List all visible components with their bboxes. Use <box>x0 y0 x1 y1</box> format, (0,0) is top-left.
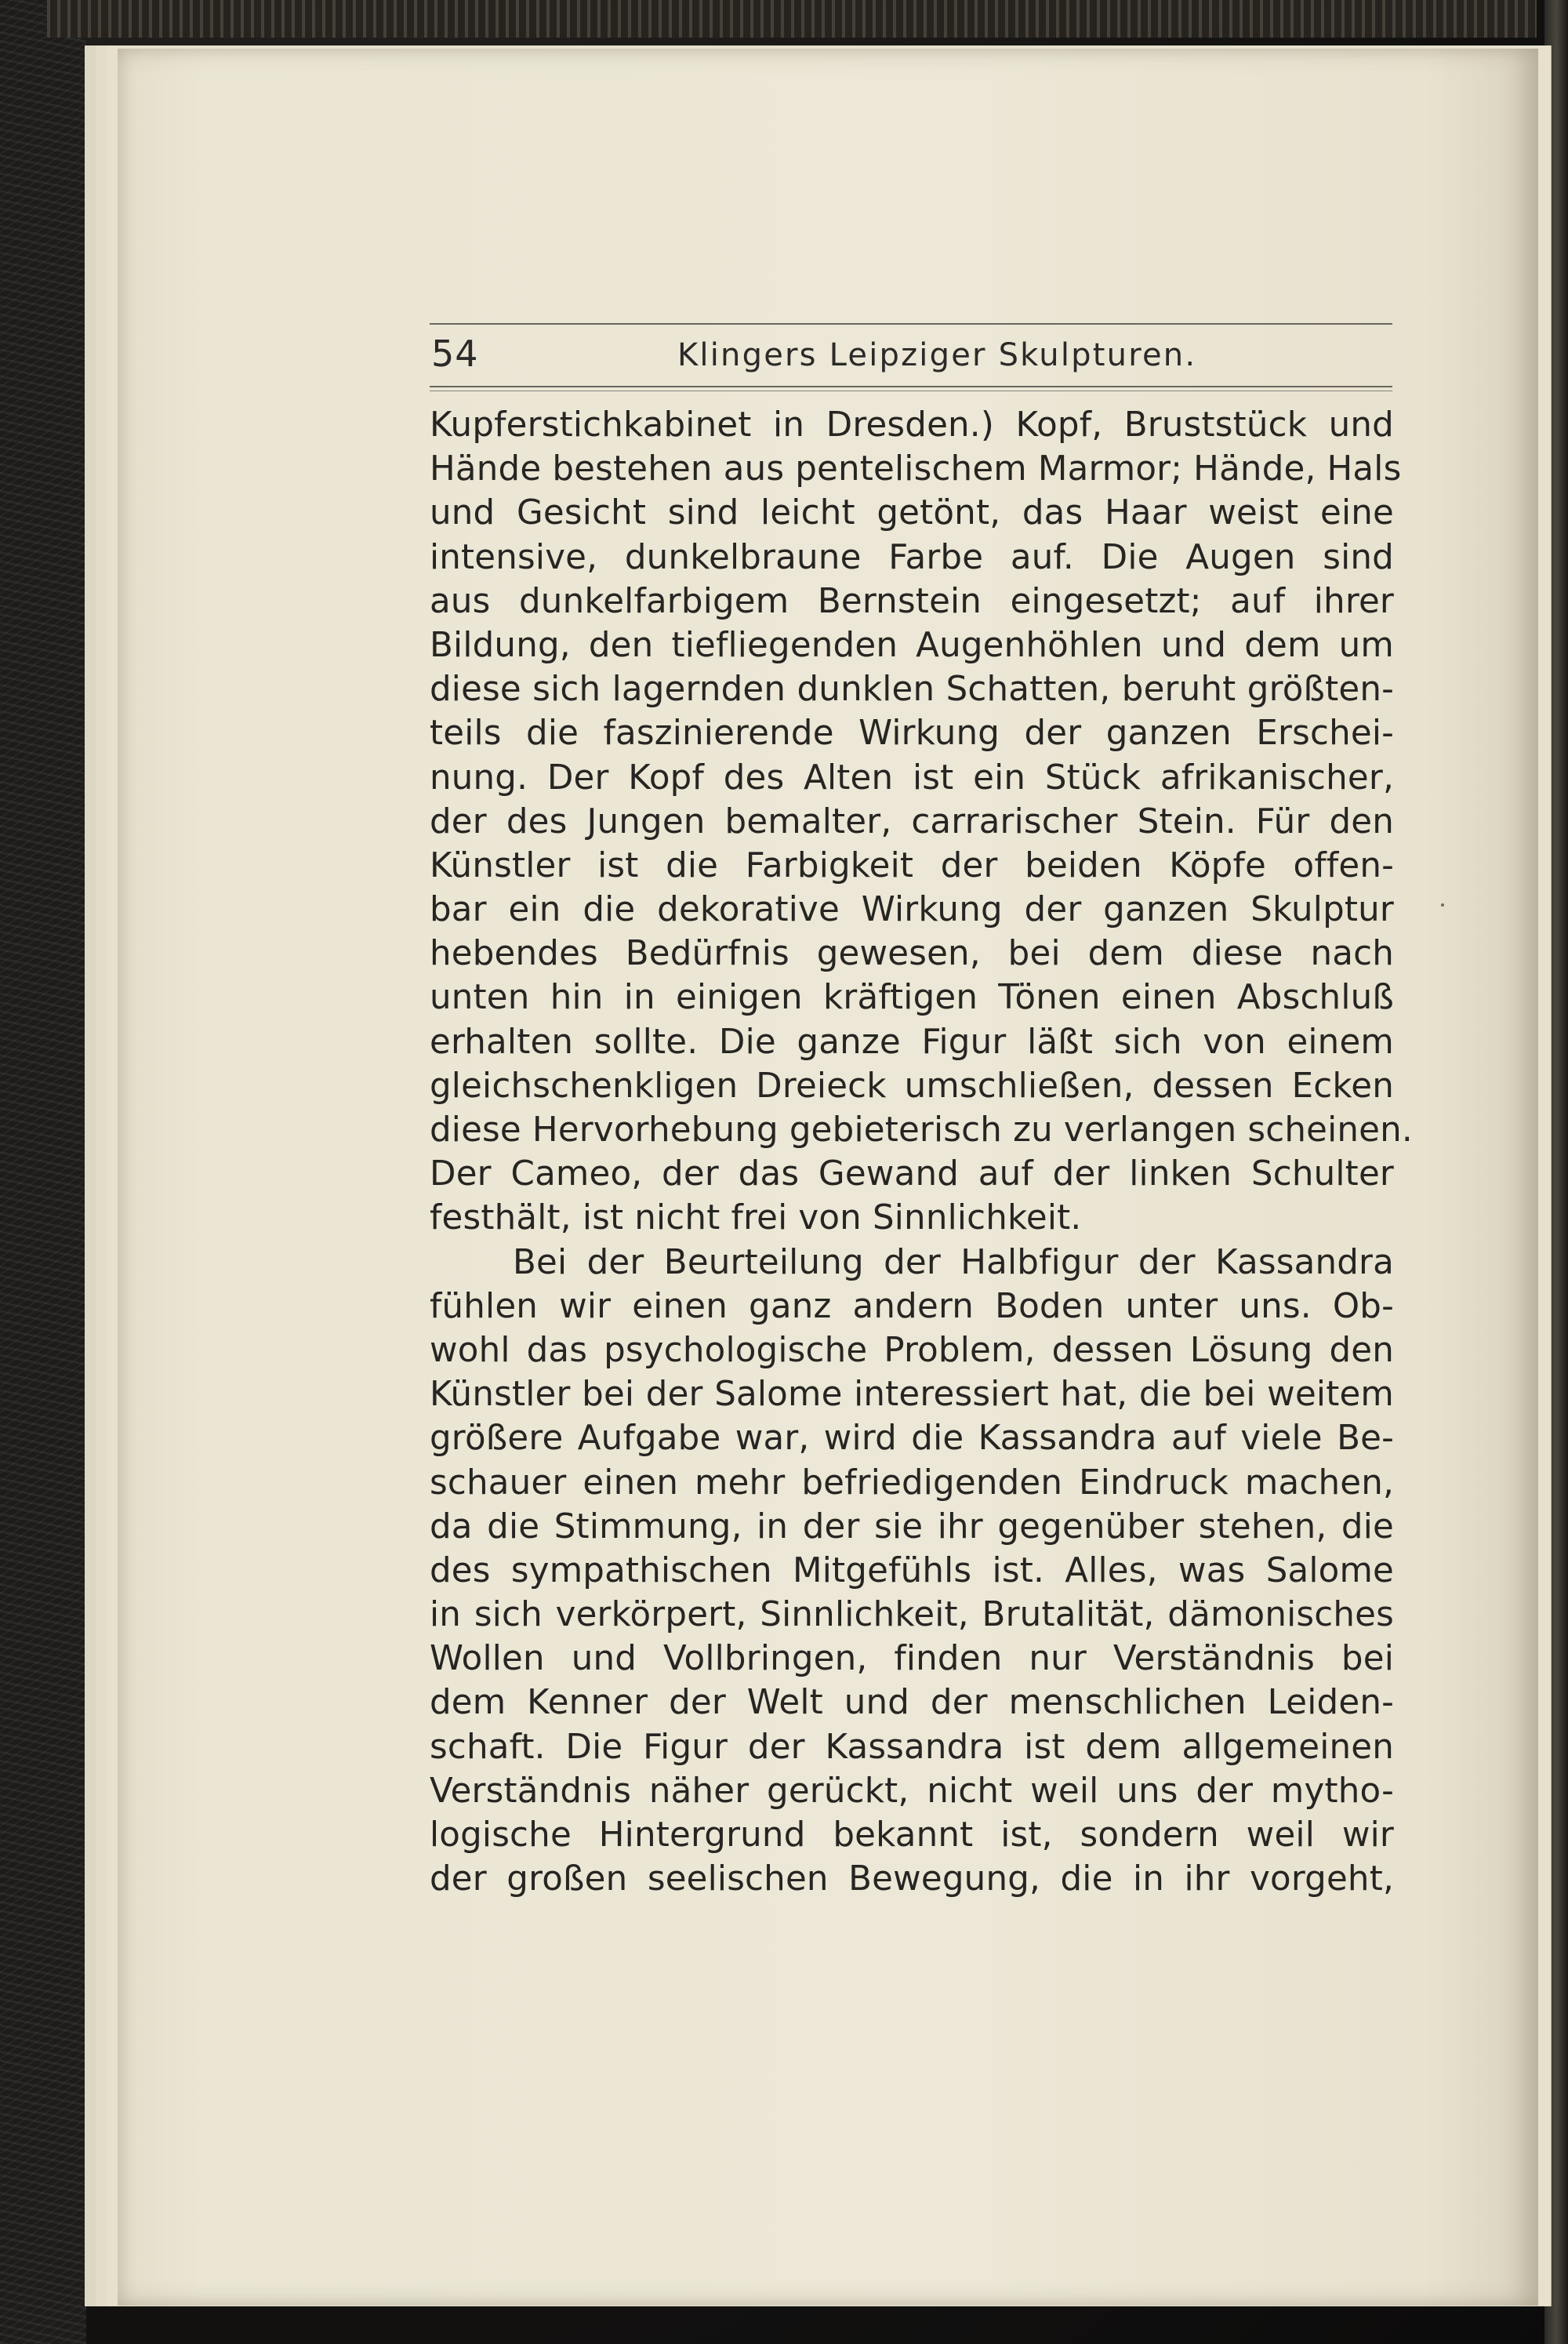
text-line: fühlen wir einen ganz andern Boden unter uns. Ob- <box>430 1286 1394 1326</box>
text-line: Bei der Beurteilung der Halbfigur der Kassandra <box>513 1242 1394 1282</box>
text-line: intensive, dunkelbraune Farbe auf. Die Augen sind <box>430 537 1394 577</box>
text-line: unten hin in einigen kräftigen Tönen einen Abschluß <box>430 978 1394 1018</box>
text-line: Hände bestehen aus pentelischem Marmor; Hände, Hals <box>430 449 1402 489</box>
text-line: da die Stimmung, in der sie ihr gegenüber stehen, die <box>430 1506 1394 1546</box>
text-line: schaft. Die Figur der Kassandra ist dem allgemeinen <box>430 1727 1394 1767</box>
text-line: größere Aufgabe war, wird die Kassandra auf viele Be- <box>430 1419 1394 1459</box>
text-line: dem Kenner der Welt und der menschlichen Leiden- <box>430 1683 1394 1723</box>
text-line: diese Hervorhebung gebieterisch zu verlangen scheinen. <box>430 1110 1413 1150</box>
book-top-edge <box>47 0 1537 38</box>
text-line: des sympathischen Mitgefühls ist. Alles, was Salome <box>430 1550 1394 1590</box>
text-line: nung. Der Kopf des Alten ist ein Stück afrikanischer, <box>430 758 1394 798</box>
text-line: Der Cameo, der das Gewand auf der linken Schulter <box>430 1154 1394 1194</box>
text-line: Verständnis näher gerückt, nicht weil uns der mytho- <box>430 1771 1394 1811</box>
text-line: Künstler ist die Farbigkeit der beiden Köpfe offen- <box>430 845 1394 885</box>
running-title: Klingers Leipziger Skulpturen. <box>677 337 1197 373</box>
body-text <box>430 403 1413 1901</box>
text-line: hebendes Bedürfnis gewesen, bei dem diese nach <box>430 934 1394 974</box>
text-line: diese sich lagernden dunklen Schatten, beruht größten- <box>430 670 1394 710</box>
text-line: wohl das psychologische Problem, dessen Lösung den <box>430 1330 1394 1370</box>
text-line: Kupferstichkabinet in Dresden.) Kopf, Bruststück und <box>430 405 1394 445</box>
header-rule <box>430 386 1392 387</box>
text-line: Bildung, den tiefliegenden Augenhöhlen und dem um <box>430 625 1394 665</box>
text-line: schauer einen mehr befriedigenden Eindruck machen, <box>430 1463 1394 1503</box>
text-line: erhalten sollte. Die ganze Figur läßt sich von einem <box>430 1022 1394 1062</box>
text-line: der großen seelischen Bewegung, die in ihr vorgeht, <box>430 1859 1394 1899</box>
text-line: Wollen und Vollbringen, finden nur Verständnis bei <box>430 1639 1394 1679</box>
text-line: und Gesicht sind leicht getönt, das Haar weist eine <box>430 493 1394 533</box>
text-line: aus dunkelfarbigem Bernstein eingesetzt; auf ihrer <box>430 581 1394 621</box>
text-line: der des Jungen bemalter, carrarischer Stein. Für den <box>430 801 1394 841</box>
book-binding <box>0 0 86 2344</box>
text-line: gleichschenkligen Dreieck umschließen, dessen Ecken <box>430 1066 1394 1106</box>
text-line: Künstler bei der Salome interessiert hat, die bei weitem <box>430 1375 1394 1415</box>
text-line: in sich verkörpert, Sinnlichkeit, Brutalität, dämonisches <box>430 1595 1394 1635</box>
text-line: bar ein die dekorative Wirkung der ganzen Skulptur <box>430 890 1394 930</box>
text-line: teils die faszinierende Wirkung der ganzen Erschei- <box>430 714 1394 754</box>
paper-speck <box>1441 903 1444 907</box>
text-line: logische Hintergrund bekannt ist, sondern weil wir <box>430 1815 1394 1855</box>
running-header <box>430 323 1392 387</box>
page-number: 54 <box>431 333 479 375</box>
text-line: festhält, ist nicht frei von Sinnlichkeit. <box>430 1198 1082 1238</box>
